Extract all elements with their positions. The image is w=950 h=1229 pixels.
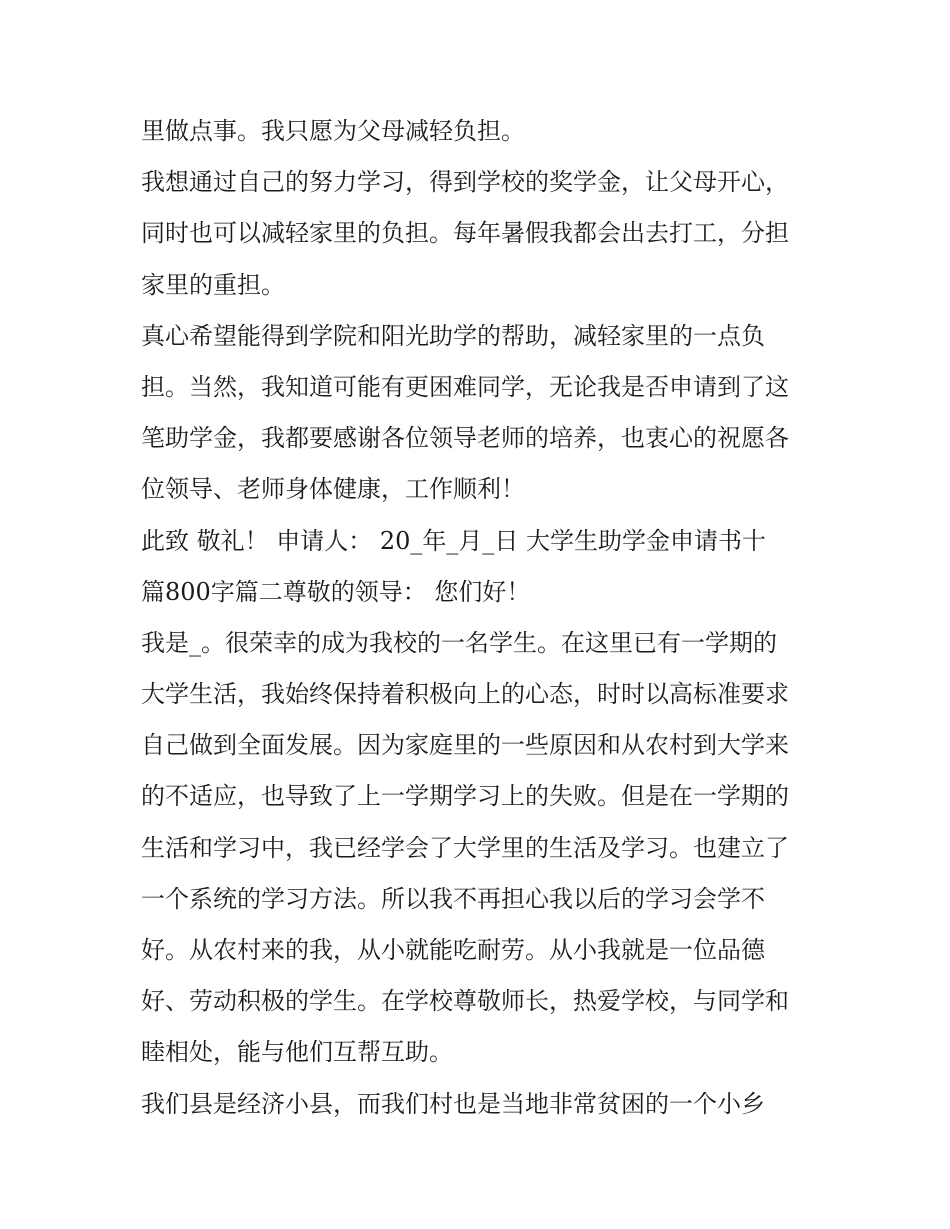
text-line: 笔助学金，我都要感谢各位领导老师的培养，也衷心的祝愿各: [141, 424, 789, 453]
text-line: 真心希望能得到学院和阳光助学的帮助，减轻家里的一点负: [141, 321, 765, 350]
text-line: 的不适应，也导致了上一学期学习上的失败。但是在一学期的: [141, 782, 789, 811]
text-line: 我是_。很荣幸的成为我校的一名学生。在这里已有一学期的: [141, 628, 777, 657]
text-line: 睦相处，能与他们互帮互助。: [141, 1038, 453, 1067]
text-line: 好。从农村来的我，从小就能吃耐劳。从小我就是一位品德: [141, 936, 765, 964]
text-line: 担。当然，我知道可能有更困难同学，无论我是否申请到了这: [141, 372, 789, 401]
text-line: 此致 敬礼！ 申请人： 20_年_月_日 大学生助学金申请书十: [141, 526, 767, 555]
text-line: 位领导、老师身体健康，工作顺利！: [141, 475, 525, 504]
text-line: 好、劳动积极的学生。在学校尊敬师长，热爱学校，与同学和: [141, 987, 789, 1016]
text-line: 一个系统的学习方法。所以我不再担心我以后的学习会学不: [141, 884, 765, 913]
text-line: 里做点事。我只愿为父母减轻负担。: [141, 117, 525, 145]
text-line: 大学生活，我始终保持着积极向上的心态，时时以高标准要求: [141, 680, 789, 709]
text-line: 生活和学习中，我已经学会了大学里的生活及学习。也建立了: [141, 833, 789, 862]
text-line: 我们县是经济小县，而我们村也是当地非常贫困的一个小乡: [141, 1089, 765, 1118]
text-line: 篇800字篇二尊敬的领导： 您们好！: [141, 577, 531, 606]
text-line: 自己做到全面发展。因为家庭里的一些原因和从农村到大学来: [141, 731, 789, 760]
text-line: 我想通过自己的努力学习，得到学校的奖学金，让父母开心，: [141, 168, 789, 197]
document-body: [141, 106, 821, 1130]
text-line: 家里的重担。: [141, 270, 285, 299]
text-line: 同时也可以减轻家里的负担。每年暑假我都会出去打工，分担: [141, 219, 789, 248]
